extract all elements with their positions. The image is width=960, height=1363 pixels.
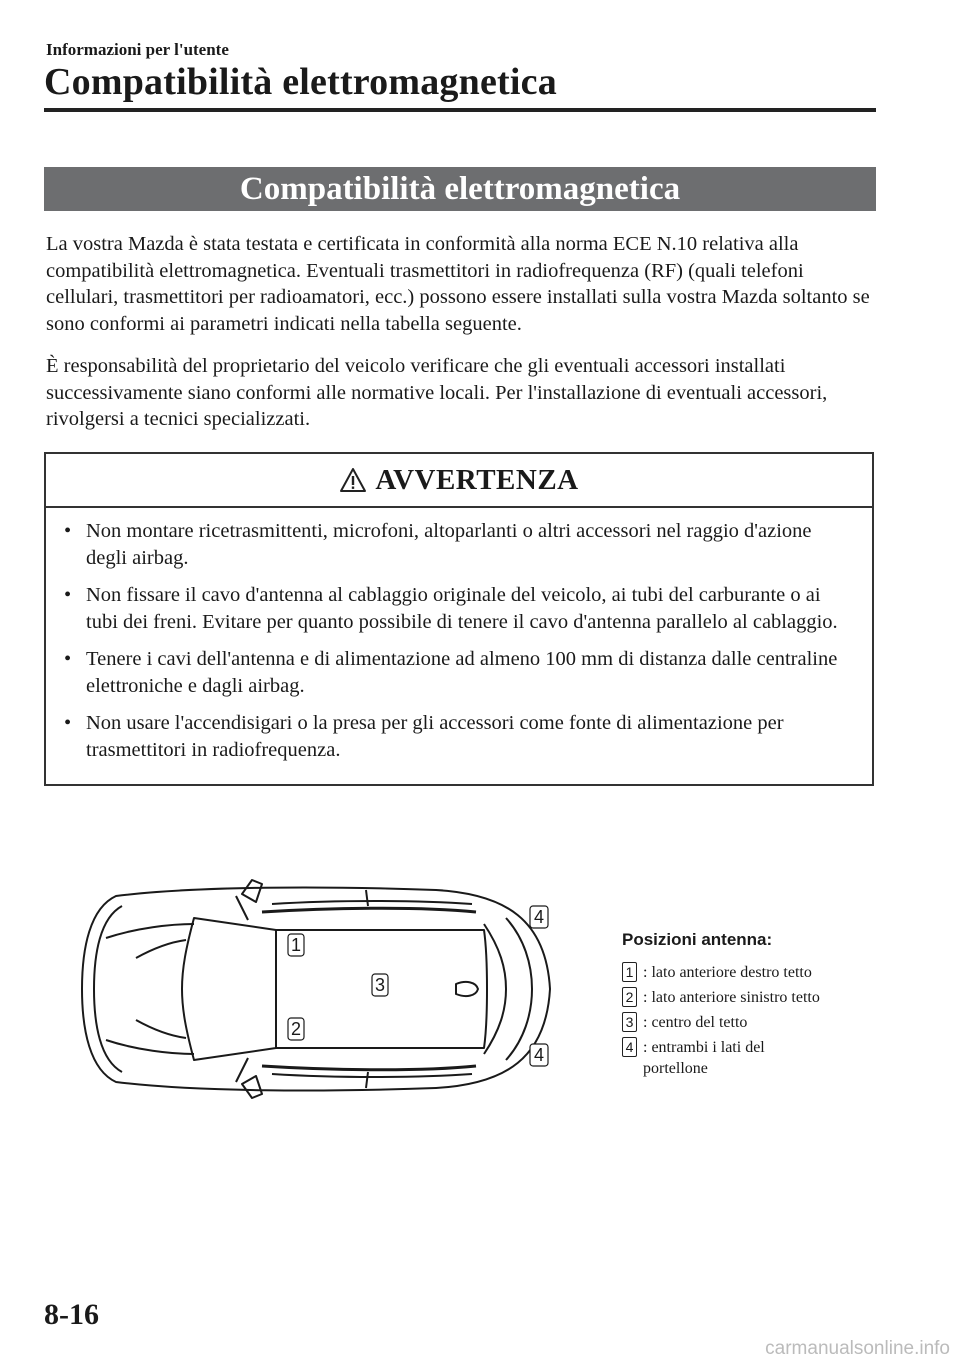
- warning-item-text: Non usare l'accendisigari o la presa per gli accessori come fonte di alimentazione per trasmettitori in radiofrequenza.: [86, 712, 784, 761]
- antenna-legend: [622, 930, 882, 1083]
- bullet: •: [64, 712, 72, 734]
- warning-title: AVVERTENZA: [375, 463, 579, 496]
- callout-label: 3: [374, 975, 386, 995]
- legend-number: 1: [622, 962, 637, 982]
- responsibility-paragraph: È responsabilità del proprietario del veicolo verificare che gli eventuali accessori installati successivamente siano conformi alle normative locali. Per l'installazione di eventuali accessori, rivolgersi a tecnici specializzati.: [46, 355, 828, 430]
- callout-2: [288, 1018, 304, 1040]
- chapter-title: Compatibilità elettromagnetica: [44, 61, 557, 103]
- car-top-view-diagram: [76, 878, 556, 1100]
- legend-text: : centro del tetto: [643, 1014, 748, 1031]
- bullet: •: [64, 584, 72, 606]
- legend-row: [622, 1037, 882, 1079]
- warning-item: [64, 710, 854, 764]
- legend-row: [622, 1012, 882, 1033]
- warning-item: [64, 582, 854, 636]
- callout-label: 2: [290, 1019, 302, 1039]
- callout-label: 1: [290, 935, 302, 955]
- warning-box: [44, 452, 874, 786]
- callout-3: [372, 974, 388, 996]
- warning-item-text: Non montare ricetrasmittenti, microfoni, altoparlanti o altri accessori nel raggio d'azione degli airbag.: [86, 520, 812, 569]
- section-title: Compatibilità elettromagnetica: [44, 167, 876, 211]
- legend-text: : lato anteriore sinistro tetto: [643, 989, 820, 1006]
- header-rule: [44, 108, 876, 112]
- legend-row: [622, 962, 882, 983]
- intro-paragraph: La vostra Mazda è stata testata e certificata in conformità alla norma ECE N.10 relativa alla compatibilità elettromagnetica. Eventuali trasmettitori in radiofrequenza (RF) (quali telefoni cellulari, trasmettitori per radioamatori, ecc.) possono essere installati sulla vostra Mazda soltanto se sono conformi ai parametri indicati nella tabella seguente.: [46, 233, 870, 335]
- warning-triangle-icon: [339, 467, 367, 493]
- warning-header: [46, 454, 872, 508]
- running-head: Informazioni per l'utente: [46, 40, 229, 59]
- callout-label: 4: [533, 907, 545, 927]
- legend-row: [622, 987, 882, 1008]
- warning-item: [64, 518, 854, 572]
- watermark[interactable]: carmanualsonline.info: [765, 1338, 950, 1359]
- callout-1: [288, 934, 304, 956]
- legend-number: 2: [622, 987, 637, 1007]
- page-number: 8-16: [44, 1298, 99, 1331]
- callout-4-bottom: [530, 1044, 548, 1066]
- warning-item-text: Non fissare il cavo d'antenna al cablaggio originale del veicolo, ai tubi del carburante o ai tubi dei freni. Evitare per quanto possibile di tenere il cavo d'antenna parallelo al cablaggio.: [86, 584, 838, 633]
- legend-title: Posizioni antenna:: [622, 930, 773, 949]
- warning-list: [46, 508, 872, 764]
- callout-4-top: [530, 906, 548, 928]
- bullet: •: [64, 648, 72, 670]
- bullet: •: [64, 520, 72, 542]
- legend-text: : lato anteriore destro tetto: [643, 964, 812, 981]
- legend-text: : entrambi i lati del portellone: [643, 1039, 765, 1077]
- legend-number: 4: [622, 1037, 637, 1057]
- legend-number: 3: [622, 1012, 637, 1032]
- warning-item: [64, 646, 854, 700]
- warning-item-text: Tenere i cavi dell'antenna e di alimentazione ad almeno 100 mm di distanza dalle centraline elettroniche e dagli airbag.: [86, 648, 838, 697]
- callout-label: 4: [533, 1045, 545, 1065]
